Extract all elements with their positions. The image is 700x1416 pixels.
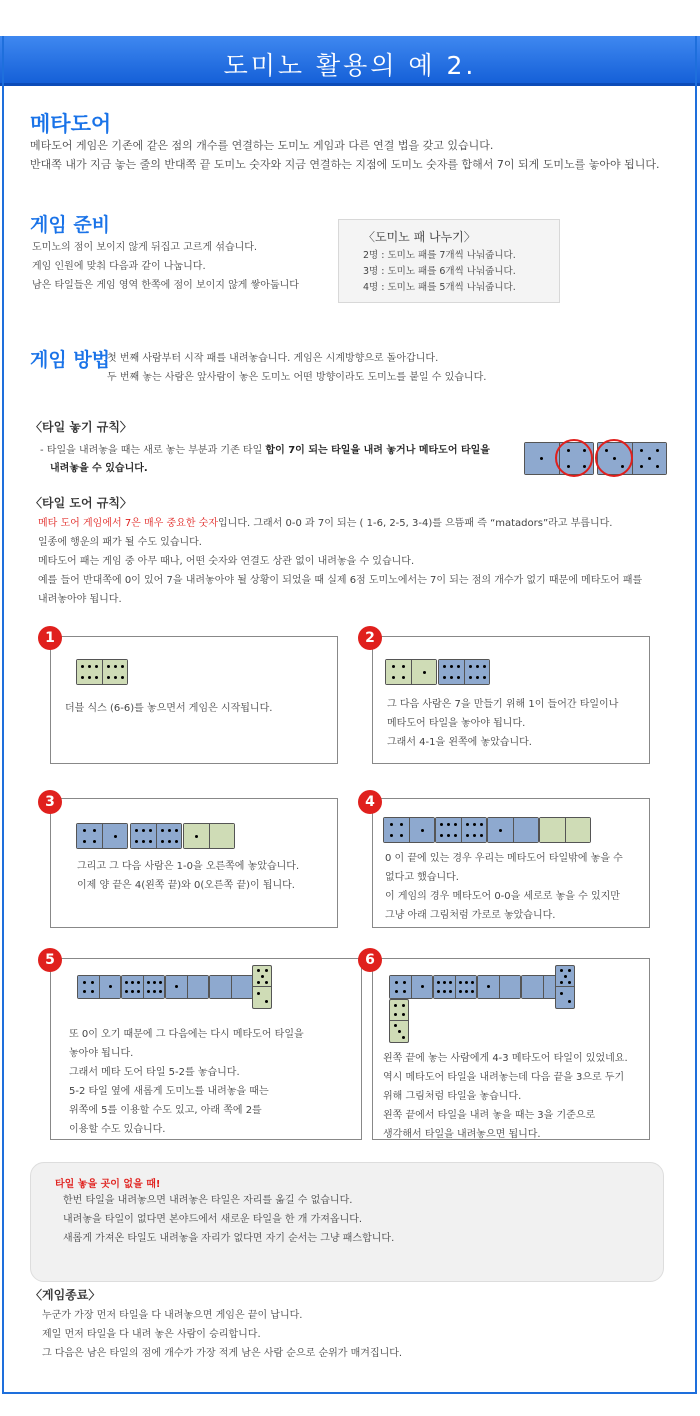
method-line: 첫 번째 사람부터 시작 패를 내려놓습니다. 게임은 시계방향으로 돌아갑니다. bbox=[107, 353, 439, 364]
domino-1-0 bbox=[165, 975, 209, 999]
step-2-box bbox=[372, 636, 650, 764]
rule1-text bbox=[40, 442, 490, 478]
deal-line: 4명 : 도미노 패를 5개씩 나눠줍니다. bbox=[363, 282, 516, 293]
note-line: 내려놓을 타일이 없다면 본야드에서 새로운 타일을 한 개 가져옵니다. bbox=[63, 1214, 363, 1225]
rule1-bold: 합이 7이 되는 타일을 내려 놓거나 메타도어 타일을 bbox=[265, 445, 490, 456]
page-title: 도미노 활용의 예 2. bbox=[223, 51, 477, 80]
intro-text bbox=[30, 136, 659, 174]
step-line: 또 0이 오기 때문에 그 다음에는 다시 메타도어 타일을 bbox=[69, 1029, 304, 1040]
step-line: 그냥 아래 그림처럼 가로로 놓았습니다. bbox=[385, 910, 556, 921]
rule2-line: 예를 들어 반대쪽에 0이 있어 7을 내려놓아야 될 상황이 되었을 때 실제 6점 도미노에서는 7이 되는 점의 개수가 없기 때문에 메타도어 패를 bbox=[38, 575, 643, 586]
no-place-title: 타일 놓을 곳이 없을 때! bbox=[55, 1179, 161, 1190]
step-6-badge: 6 bbox=[358, 948, 382, 972]
domino-5-2-vertical bbox=[252, 965, 272, 1009]
domino-6-6 bbox=[130, 823, 182, 849]
domino-6-6 bbox=[76, 659, 128, 685]
domino-4-1 bbox=[389, 975, 433, 999]
step-5-text bbox=[69, 1025, 304, 1139]
step-4-badge: 4 bbox=[358, 790, 382, 814]
method-line: 두 번째 놓는 사람은 앞사람이 놓은 도미노 어떤 방향이라도 도미노를 붙일 수 있습니다. bbox=[107, 372, 487, 383]
step-line: 이용할 수도 있습니다. bbox=[69, 1124, 166, 1135]
rule1-prefix: - 타일을 내려놓을 때는 새로 놓는 부분과 기존 타일 bbox=[40, 445, 266, 456]
step-line: 그래서 4-1을 왼쪽에 놓았습니다. bbox=[387, 737, 532, 748]
deal-line: 3명 : 도미노 패를 6개씩 나눠줍니다. bbox=[363, 266, 516, 277]
rule2-text bbox=[38, 514, 642, 609]
deal-box-title: 〈도미노 패 나누기〉 bbox=[363, 230, 476, 244]
step-1-badge: 1 bbox=[38, 626, 62, 650]
step-line: 왼쪽 끝에 놓는 사람에게 4-3 메타도어 타일이 있었네요. bbox=[383, 1053, 628, 1064]
end-text bbox=[42, 1306, 402, 1363]
deal-box-lines bbox=[363, 248, 516, 296]
rule2-line1: 입니다. 그래서 0-0 과 7이 되는 ( 1-6, 2-5, 3-4)를 으뜸패 즉 “matadors”라고 부릅니다. bbox=[218, 518, 613, 529]
step-1-box bbox=[50, 636, 338, 764]
rule2-line: 일종에 행운의 패가 될 수도 있습니다. bbox=[38, 537, 202, 548]
step-line: 왼쪽 끝에서 타일을 내려 놓을 때는 3을 기준으로 bbox=[383, 1110, 596, 1121]
step-line: 생각해서 타일을 내려놓으면 됩니다. bbox=[383, 1129, 541, 1140]
domino-1-0 bbox=[183, 823, 235, 849]
domino-0-0 bbox=[539, 817, 591, 843]
rule2-line: 메타도어 패는 게임 중 아무 때나, 어떤 숫자와 연결도 상관 없이 내려놓을 수 있습니다. bbox=[38, 556, 415, 567]
rule1-title: 〈타일 놓기 규칙〉 bbox=[30, 420, 132, 434]
step-line: 메타도어 타일을 놓아야 됩니다. bbox=[387, 718, 526, 729]
step-1-text: 더블 식스 (6-6)를 놓으면서 게임은 시작됩니다. bbox=[65, 703, 273, 714]
rule2-title: 〈타일 도어 규칙〉 bbox=[30, 496, 132, 510]
domino-4-1 bbox=[385, 659, 437, 685]
step-3-text bbox=[77, 857, 299, 895]
step-3-badge: 3 bbox=[38, 790, 62, 814]
prep-text bbox=[32, 238, 299, 295]
method-heading: 게임 방법 bbox=[30, 349, 111, 371]
domino-1-0 bbox=[477, 975, 521, 999]
step-6-text bbox=[383, 1049, 628, 1144]
domino-6-6 bbox=[435, 817, 487, 843]
highlight-circles bbox=[552, 436, 638, 482]
domino-6-6 bbox=[438, 659, 490, 685]
rule1-bold2: 내려놓을 수 있습니다. bbox=[50, 463, 148, 474]
rule2-red: 메타 도어 게임에서 7은 매우 중요한 숫자 bbox=[38, 518, 218, 529]
step-line: 위쪽에 5를 이용할 수도 있고, 아래 쪽에 2를 bbox=[69, 1105, 262, 1116]
prep-line: 남은 타일들은 게임 영역 한쪽에 점이 보이지 않게 쌓아둡니다 bbox=[32, 280, 299, 291]
domino-4-1 bbox=[383, 817, 435, 843]
step-3-box bbox=[50, 798, 338, 928]
intro-line: 메타도어 게임은 기존에 같은 점의 개수를 연결하는 도미노 게임과 다른 연결 법을 갖고 있습니다. bbox=[30, 139, 494, 152]
deal-box bbox=[338, 219, 560, 303]
no-place-note bbox=[30, 1162, 664, 1282]
intro-line: 반대쪽 내가 지금 놓는 줄의 반대쪽 끝 도미노 숫자와 지금 연결하는 지점에 도미노 숫자를 합해서 7이 되게 도미노를 놓아야 됩니다. bbox=[30, 158, 660, 171]
domino-4-1 bbox=[77, 975, 121, 999]
domino-4-3-vertical bbox=[389, 999, 409, 1043]
step-4-box bbox=[372, 798, 650, 928]
intro-heading: 메타도어 bbox=[30, 112, 112, 136]
step-line: 위해 그림처럼 타일을 놓습니다. bbox=[383, 1091, 522, 1102]
step-2-text bbox=[387, 695, 618, 752]
step-line: 그래서 메타 도어 타일 5-2를 놓습니다. bbox=[69, 1067, 240, 1078]
step-line: 이 게임의 경우 메타도어 0-0을 세로로 놓을 수 있지만 bbox=[385, 891, 620, 902]
step-line: 없다고 했습니다. bbox=[385, 872, 459, 883]
domino-4-1 bbox=[76, 823, 128, 849]
step-4-text bbox=[385, 849, 623, 925]
step-5-box bbox=[50, 958, 362, 1140]
domino-0-0 bbox=[209, 975, 253, 999]
step-line: 놓아야 됩니다. bbox=[69, 1048, 134, 1059]
prep-heading: 게임 준비 bbox=[30, 214, 111, 236]
step-2-badge: 2 bbox=[358, 626, 382, 650]
step-line: 이제 양 끝은 4(왼쪽 끝)와 0(오른쪽 끝)이 됩니다. bbox=[77, 880, 295, 891]
prep-line: 게임 인원에 맞춰 다음과 같이 나눕니다. bbox=[32, 261, 206, 272]
end-title: 〈게임종료〉 bbox=[30, 1288, 101, 1302]
end-line: 누군가 가장 먼저 타일을 다 내려놓으면 게임은 끝이 납니다. bbox=[42, 1310, 303, 1321]
deal-line: 2명 : 도미노 패를 7개씩 나눠줍니다. bbox=[363, 250, 516, 261]
step-line: 그 다음 사람은 7을 만들기 위해 1이 들어간 타일이나 bbox=[387, 699, 619, 710]
end-line: 제일 먼저 타일을 다 내려 놓은 사람이 승리합니다. bbox=[42, 1329, 261, 1340]
step-line: 5-2 타일 옆에 새롭게 도미노를 내려놓을 때는 bbox=[69, 1086, 269, 1097]
domino-1-0 bbox=[487, 817, 539, 843]
note-line: 한번 타일을 내려놓으면 내려놓은 타일은 자리를 옮길 수 없습니다. bbox=[63, 1195, 353, 1206]
prep-line: 도미노의 점이 보이지 않게 뒤집고 고르게 섞습니다. bbox=[32, 242, 258, 253]
step-6-box bbox=[372, 958, 650, 1140]
note-line: 새롭게 가져온 타일도 내려놓을 자리가 없다면 자기 순서는 그냥 패스합니다. bbox=[63, 1233, 395, 1244]
domino-6-6 bbox=[121, 975, 165, 999]
step-line: 그리고 그 다음 사람은 1-0을 오른쪽에 놓았습니다. bbox=[77, 861, 300, 872]
domino-5-2-vertical bbox=[555, 965, 575, 1009]
end-line: 그 다음은 남은 타일의 점에 개수가 가장 적게 남은 사람 순으로 순위가 매겨집니다. bbox=[42, 1348, 403, 1359]
step-line: 역시 메타도어 타일을 내려놓는데 다음 끝을 3으로 두기 bbox=[383, 1072, 625, 1083]
domino-6-6 bbox=[433, 975, 477, 999]
step-line: 0 이 끝에 있는 경우 우리는 메타도어 타일밖에 놓을 수 bbox=[385, 853, 623, 864]
no-place-text bbox=[63, 1191, 394, 1248]
step-5-badge: 5 bbox=[38, 948, 62, 972]
method-text bbox=[107, 349, 486, 387]
rule2-line: 내려놓아야 됩니다. bbox=[38, 594, 122, 605]
